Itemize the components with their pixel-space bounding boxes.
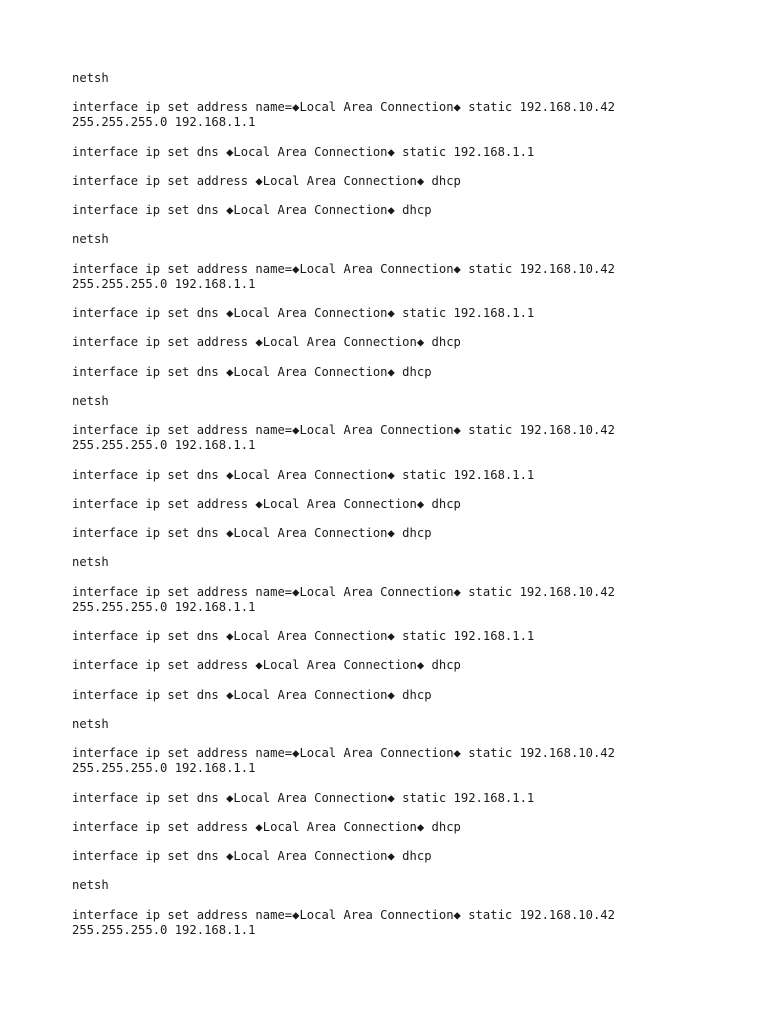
paragraph-netsh: netsh [72,232,109,247]
paragraph-set-dns-dhcp: interface ip set dns ◆Local Area Connection◆ dhcp [72,687,432,702]
paragraph-set-address-static: interface ip set address name=◆Local Area Connection◆ static 192.168.10.42 255.255.255.0 192.168.1.1 [72,261,615,291]
paragraph-set-address-static: interface ip set address name=◆Local Area Connection◆ static 192.168.10.42 255.255.255.0 192.168.1.1 [72,907,615,937]
paragraph-netsh: netsh [72,878,109,893]
paragraph-netsh: netsh [72,393,109,408]
paragraph-netsh: netsh [72,71,109,85]
paragraph-set-address-dhcp: interface ip set address ◆Local Area Connection◆ dhcp [72,658,461,673]
paragraph-set-dns-dhcp: interface ip set dns ◆Local Area Connection◆ dhcp [72,203,432,218]
paragraph-set-dns-static: interface ip set dns ◆Local Area Connection◆ static 192.168.1.1 [72,467,535,482]
paragraph-set-address-static: interface ip set address name=◆Local Area Connection◆ static 192.168.10.42 255.255.255.0 192.168.1.1 [72,584,615,614]
paragraph-set-dns-dhcp: interface ip set dns ◆Local Area Connection◆ dhcp [72,849,432,864]
paragraph-netsh: netsh [72,716,109,731]
paragraph-set-address-dhcp: interface ip set address ◆Local Area Connection◆ dhcp [72,496,461,511]
paragraph-set-dns-static: interface ip set dns ◆Local Area Connection◆ static 192.168.1.1 [72,629,535,644]
paragraph-set-address-static: interface ip set address name=◆Local Area Connection◆ static 192.168.10.42 255.255.255.0 192.168.1.1 [72,746,615,776]
paragraph-set-dns-dhcp: interface ip set dns ◆Local Area Connection◆ dhcp [72,364,432,379]
paragraph-set-dns-static: interface ip set dns ◆Local Area Connection◆ static 192.168.1.1 [72,306,535,321]
paragraph-netsh: netsh [72,555,109,570]
paragraph-set-dns-dhcp: interface ip set dns ◆Local Area Connection◆ dhcp [72,526,432,541]
paragraph-set-address-static: interface ip set address name=◆Local Area Connection◆ static 192.168.10.42 255.255.255.0 192.168.1.1 [72,423,615,453]
paragraph-set-address-dhcp: interface ip set address ◆Local Area Connection◆ dhcp [72,335,461,350]
paragraph-set-address-dhcp: interface ip set address ◆Local Area Connection◆ dhcp [72,819,461,834]
paragraph-set-address-dhcp: interface ip set address ◆Local Area Connection◆ dhcp [72,173,461,188]
paragraph-set-dns-static: interface ip set dns ◆Local Area Connection◆ static 192.168.1.1 [72,790,535,805]
document-body [72,71,712,952]
paragraph-set-address-static: interface ip set address name=◆Local Area Connection◆ static 192.168.10.42 255.255.255.0 192.168.1.1 [72,100,615,130]
paragraph-set-dns-static: interface ip set dns ◆Local Area Connection◆ static 192.168.1.1 [72,144,535,159]
